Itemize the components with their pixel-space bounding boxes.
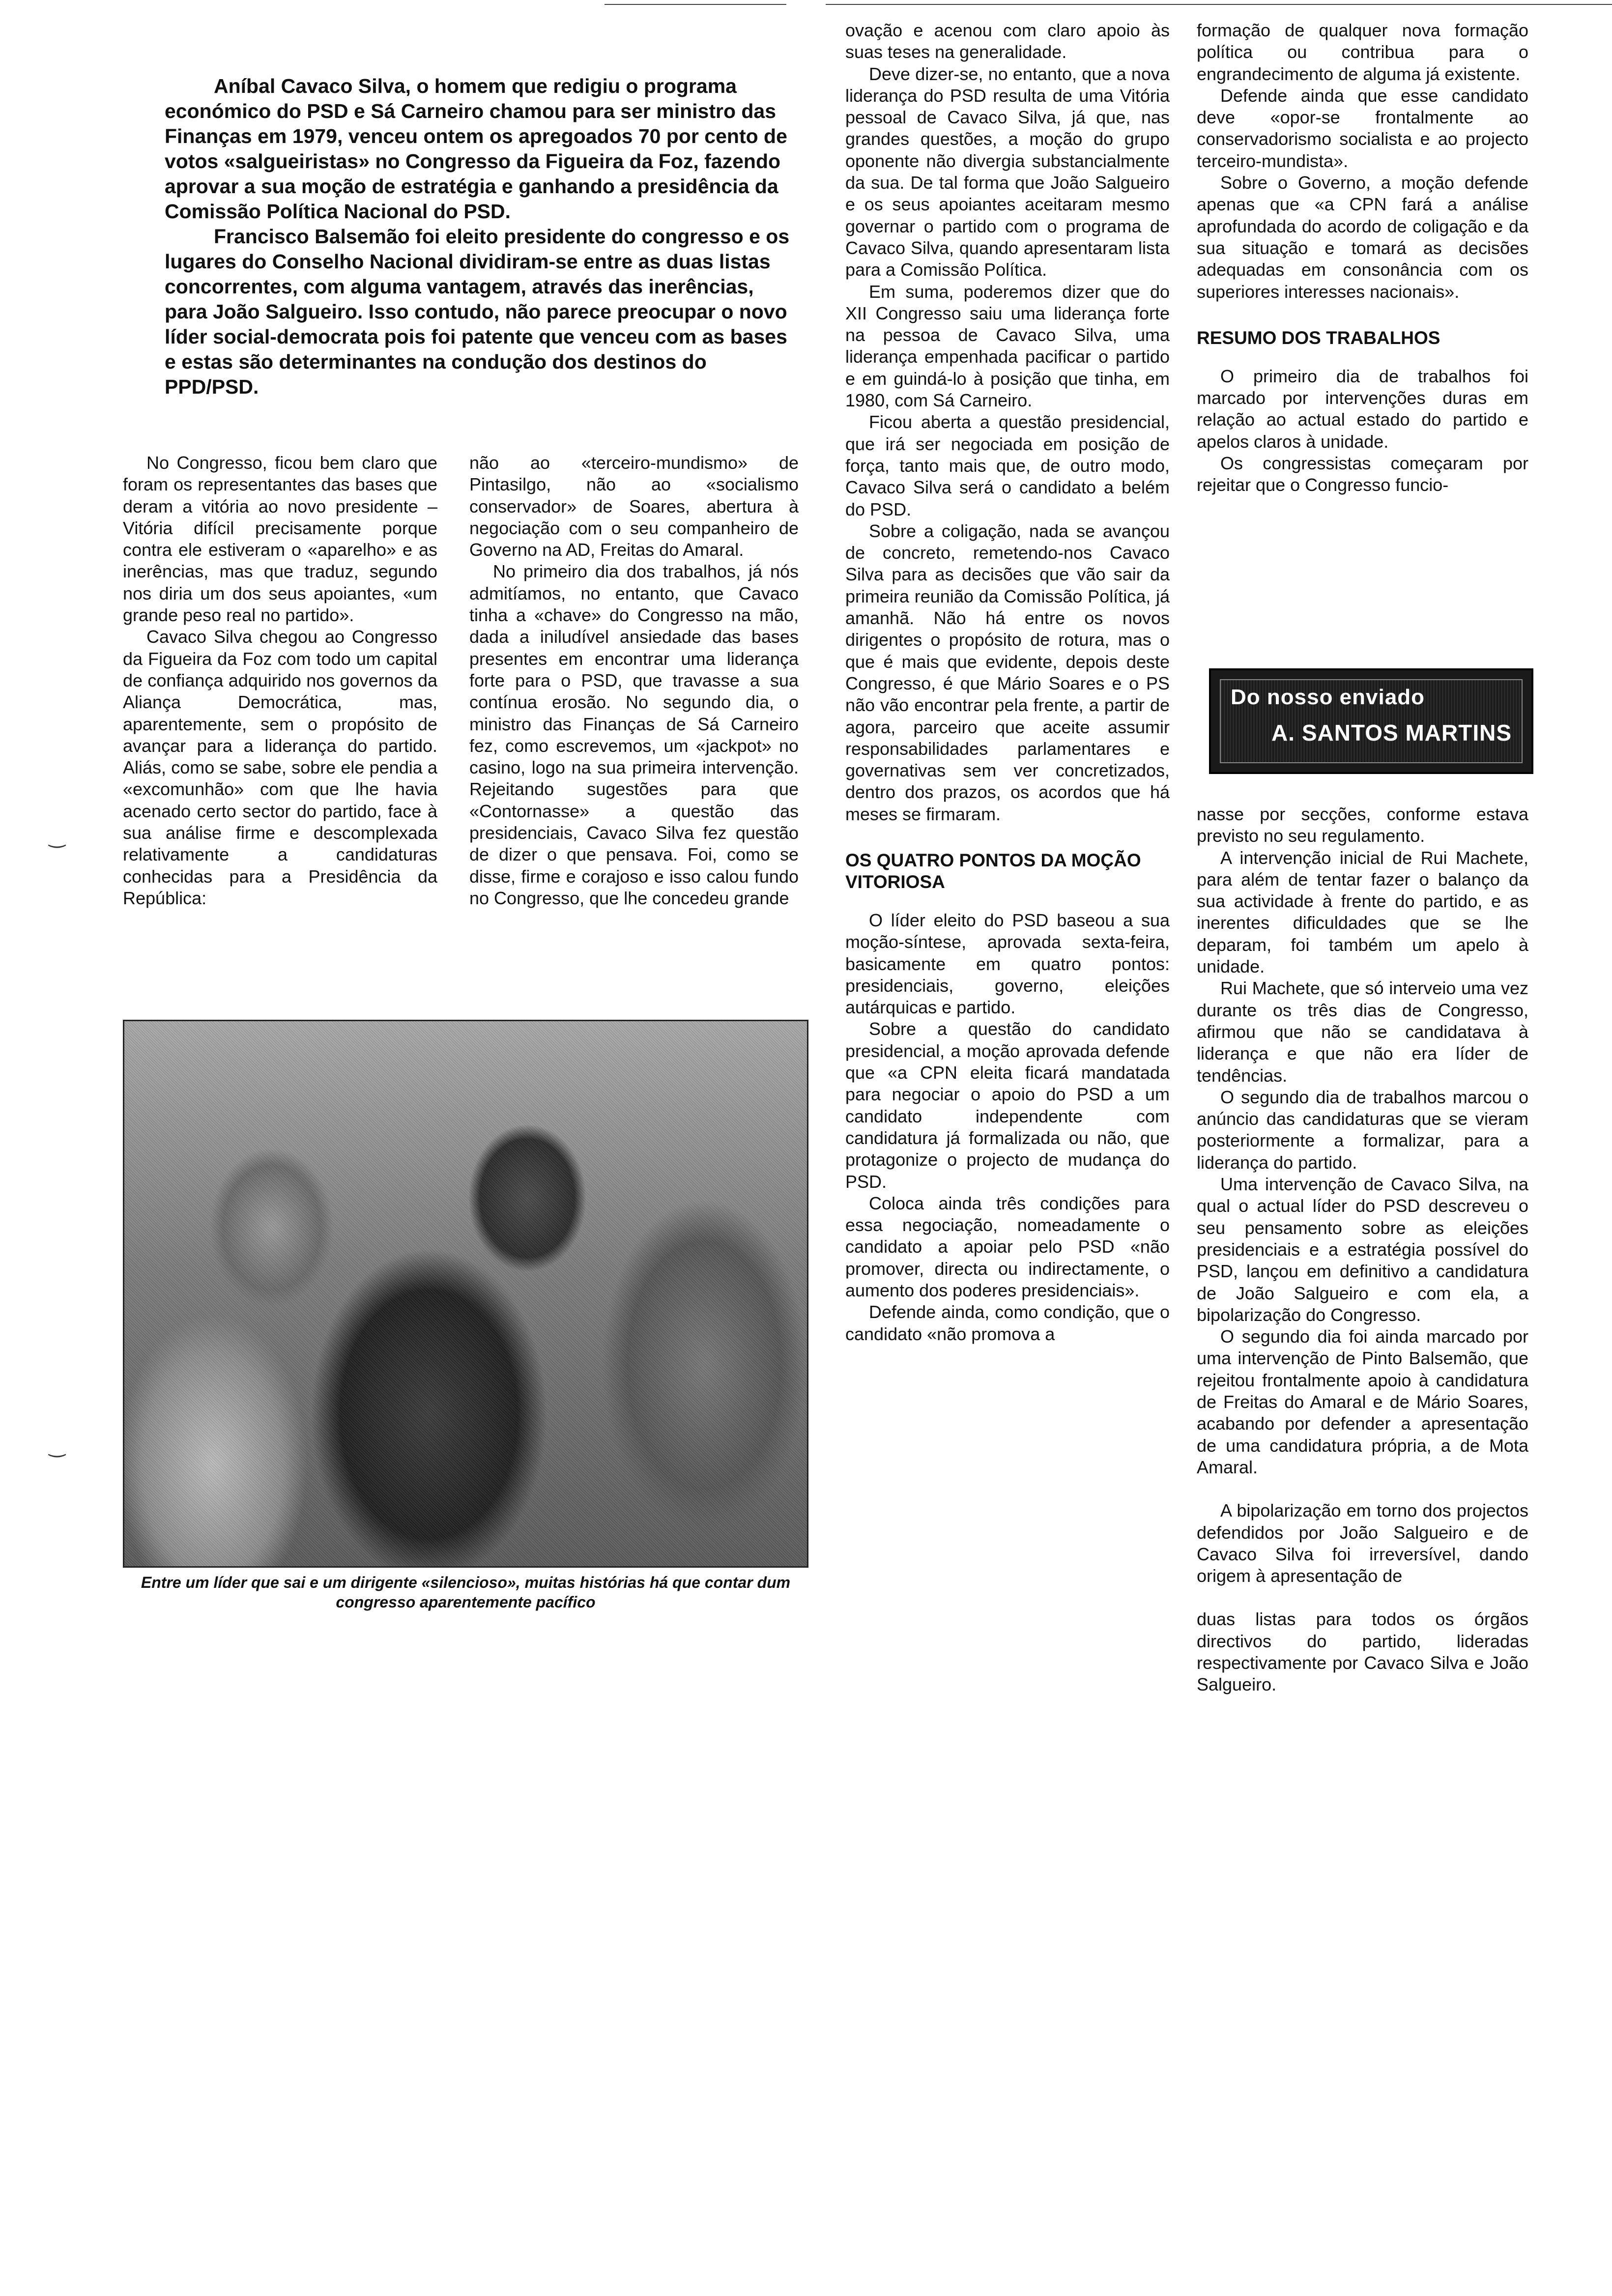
col4-paragraph: A intervenção inicial de Rui Machete, para além de tentar fazer o balanço da sua actividade à frente do partido, e as inerentes dificuldades que se lhe deparam, foi também um apelo à unidade. [1197, 847, 1528, 977]
col4-paragraph: formação de qualquer nova formação política ou contribua para o engrandecimento de alguma já existente. [1197, 20, 1528, 84]
column-3 [845, 20, 1170, 1345]
byline-label: Do nosso enviado [1231, 685, 1425, 709]
col4-paragraph: Sobre o Governo, a moção defende apenas que «a CPN fará a análise aprofundada do acordo de coligação e da sua situação e tomará as decisões adequadas em consonância com os superiores interesses nacionais». [1197, 172, 1528, 302]
col3-paragraph: ovação e acenou com claro apoio às suas teses na generalidade. [845, 20, 1170, 62]
byline-box [1209, 668, 1533, 774]
col2-paragraph: não ao «terceiro-mundismo» de Pintasilgo, não ao «socialismo conservador» de Soares, abertura à negociação com o seu companheiro de Governo na AD, Freitas do Amaral. [469, 453, 799, 560]
col3-paragraph: O líder eleito do PSD baseou a sua moção-síntese, aprovada sexta-feira, basicamente em quatro pontos: presidenciais, governo, eleições autárquicas e partido. [845, 910, 1170, 1018]
col3-paragraph: Sobre a coligação, nada se avançou de concreto, remetendo-nos Cavaco Silva para as decisões que vão sair da primeira reunião da Comissão Política, já amanhã. Não há entre os novos dirigentes o propósito de rotura, mas o que é mais que evidente, depois deste Congresso, é que Mário Soares e o PS não vão encontrar pela frente, a partir de agora, parceiro que aceite assumir responsabilidades parlamentares e governativas sem ver concretizados, dentro dos prazos, os acordos que há meses se firmaram. [845, 520, 1170, 824]
margin-mark: ‿ [49, 826, 65, 848]
col1-paragraph: Cavaco Silva chegou ao Congresso da Figueira da Foz com todo um capital de confiança adquirido nos governos da Aliança Democrática, mas, aparentemente, sem o propósito de avançar para a liderança do partido. Aliás, como se sabe, sobre ele pendia a «excomunhão» com que lhe havia acenado certo sector do partido, face à sua análise firme e descomplexada relativamente a candidaturas conhecidas para a Presidência da República: [123, 627, 437, 908]
top-rule-right [826, 4, 1612, 5]
section-heading: RESUMO DOS TRABALHOS [1197, 327, 1440, 348]
col3-paragraph: Em suma, poderemos dizer que do XII Congresso saiu uma liderança forte na pessoa de Cavaco Silva, uma liderança empenhada pacificar o partido e em guindá-lo à posição que tinha, em 1980, com Sá Carneiro. [845, 281, 1170, 411]
paragraph-gap [1197, 1478, 1528, 1500]
lead-paragraph [165, 74, 799, 400]
col3-paragraph: Sobre a questão do candidato presidencial, a moção aprovada defende que «a CPN eleita ficará mandatada para negociar o apoio do PSD a um candidato independente com candidatura já formalizada ou não, que protagonize o projecto de mudança do PSD. [845, 1019, 1170, 1192]
byline-author: A. SANTOS MARTINS [1271, 720, 1512, 746]
top-rule-left [604, 4, 786, 5]
col4-paragraph: Os congressistas começaram por rejeitar que o Congresso funcio- [1197, 453, 1528, 495]
news-photo [123, 1020, 808, 1568]
column-4-top [1197, 20, 1528, 496]
column-1 [123, 452, 437, 909]
paragraph-gap [1197, 1587, 1528, 1608]
section-heading: OS QUATRO PONTOS DA MOÇÃO VITORIOSA [845, 850, 1141, 892]
lead-paragraph-1: Aníbal Cavaco Silva, o homem que redigiu o programa económico do PSD e Sá Carneiro chamou para ser ministro das Finanças em 1979, venceu ontem os apregoados 70 por cento de votos «salgueiristas» no Congresso da Figueira da Foz, fazendo aprovar a sua moção de estratégia e ganhando a presidência da Comissão Política Nacional do PSD. [165, 75, 787, 223]
lead-paragraph-2: Francisco Balsemão foi eleito presidente do congresso e os lugares do Conselho Nacional dividiram-se entre as duas listas concorrentes, com alguma vantagem, através das inerências, para João Salgueiro. Isso contudo, não parece preocupar o novo líder social-democrata pois foi patente que venceu com as bases e estas são determinantes na condução dos destinos do PPD/PSD. [165, 225, 790, 398]
col4-paragraph: O segundo dia de trabalhos marcou o anúncio das candidaturas que se vieram posteriormente a formalizar, para a liderança do partido. [1197, 1087, 1528, 1173]
col4-paragraph: O segundo dia foi ainda marcado por uma intervenção de Pinto Balsemão, que rejeitou frontalmente apoio à candidatura de Freitas do Amaral e de Mário Soares, acabando por defender a apresentação de uma candidatura própria, a de Mota Amaral. [1197, 1326, 1528, 1477]
col4-paragraph: duas listas para todos os órgãos directivos do partido, lideradas respectivamente por Cavaco Silva e João Salgueiro. [1197, 1609, 1528, 1695]
col1-paragraph: No Congresso, ficou bem claro que foram os representantes das bases que deram a vitória ao novo presidente – Vitória difícil precisamente porque contra ele estiveram o «aparelho» e as inerências, mas que traduz, segundo nos diria um dos seus apoiantes, «um grande peso real no partido». [123, 453, 437, 626]
margin-mark: ‿ [49, 1435, 65, 1457]
col2-paragraph: No primeiro dia dos trabalhos, já nós admitíamos, no entanto, que Cavaco tinha a «chave» do Congresso na mão, dada a iniludível ansiedade das bases presentes em encontrar uma liderança forte para o PSD, que travasse a sua contínua erosão. No segundo dia, o ministro das Finanças de Sá Carneiro fez, como escrevemos, um «jackpot» no casino, logo na sua primeira intervenção. Rejeitando sugestões para que «Contornasse» a questão das presidenciais, Cavaco Silva fez questão de dizer o que pensava. Foi, como se disse, firme e corajoso e isso calou fundo no Congresso, que lhe concedeu grande [469, 561, 799, 908]
col4-paragraph: Rui Machete, que só interveio uma vez durante os três dias de Congresso, afirmou que não se candidatava à liderança e que não era líder de tendências. [1197, 978, 1528, 1086]
photo-caption: Entre um líder que sai e um dirigente «silencioso», muitas histórias há que contar dum congresso aparentemente pacífico [141, 1574, 791, 1611]
col3-paragraph: Deve dizer-se, no entanto, que a nova liderança do PSD resulta de uma Vitória pessoal de Cavaco Silva, já que, nas grandes questões, a moção do grupo oponente não divergia substancialmente da sua. De tal forma que João Salgueiro e os seus apoiantes aceitaram mesmo governar o partido com o programa de Cavaco Silva, quando apresentaram lista para a Comissão Política. [845, 63, 1170, 280]
col3-paragraph: Coloca ainda três condições para essa negociação, nomeadamente o candidato a apoiar pelo PSD «não promover, directa ou indirectamente, o aumento dos poderes presidenciais». [845, 1193, 1170, 1301]
col4-paragraph: nasse por secções, conforme estava previsto no seu regulamento. [1197, 804, 1528, 846]
col4-paragraph: Defende ainda que esse candidato deve «opor-se frontalmente ao conservadorismo socialista e ao projecto terceiro-mundista». [1197, 85, 1528, 171]
col4-paragraph: O primeiro dia de trabalhos foi marcado por intervenções duras em relação ao actual estado do partido e apelos claros à unidade. [1197, 366, 1528, 452]
column-4-bottom [1197, 804, 1528, 1696]
col4-paragraph: Uma intervenção de Cavaco Silva, na qual o actual líder do PSD descreveu o seu pensamento sobre as eleições presidenciais e a estratégia possível do PSD, lançou em definitivo a candidatura de João Salgueiro e com ela, a bipolarização do Congresso. [1197, 1174, 1528, 1325]
col3-paragraph: Ficou aberta a questão presidencial, que irá ser negociada em posição de força, tanto mais que, de outro modo, Cavaco Silva será o candidato a belém do PSD. [845, 412, 1170, 519]
col4-paragraph: A bipolarização em torno dos projectos defendidos por João Salgueiro e de Cavaco Silva foi irreversível, dando origem à apresentação de [1197, 1500, 1528, 1586]
col3-paragraph: Defende ainda, como condição, que o candidato «não promova a [845, 1302, 1170, 1344]
column-2 [469, 452, 799, 909]
